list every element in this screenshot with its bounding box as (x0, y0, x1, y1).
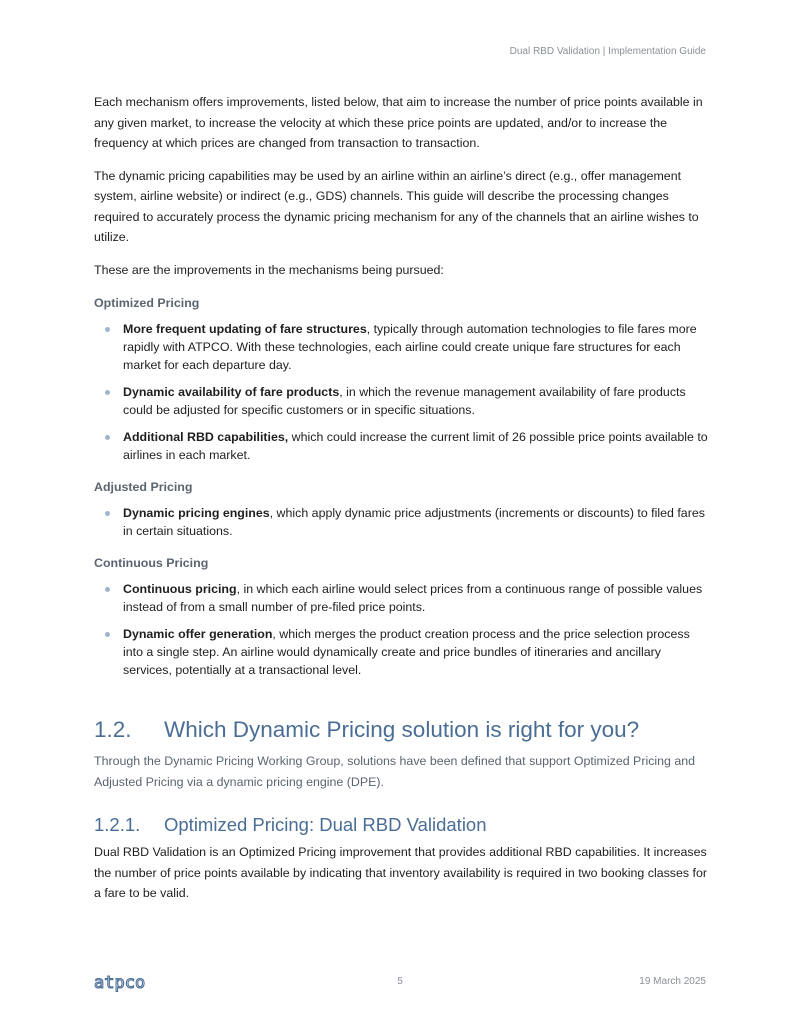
list-item (94, 383, 710, 419)
bullet-icon (105, 632, 110, 637)
list-item-bold: More frequent updating of fare structures (123, 322, 367, 336)
bullet-icon (105, 511, 110, 516)
paragraph-improvements-lead: These are the improvements in the mechanisms being pursued: (94, 262, 444, 277)
page-number: 5 (397, 976, 403, 987)
optimized-pricing-list (94, 320, 710, 464)
list-item-text: , in which each airline would select prices from a continuous range of possible values instead of from a small number of pre-filed price points. (123, 582, 703, 614)
adjusted-pricing-list (94, 504, 710, 540)
paragraph-section-1-2: Through the Dynamic Pricing Working Group, solutions have been defined that support Optimized Pricing and Adjusted Pricing via a dynamic pricing engine (DPE). (94, 754, 696, 789)
list-item-bold: Dynamic offer generation (123, 627, 273, 641)
list-item-bold: Continuous pricing (123, 582, 237, 596)
list-item (94, 580, 710, 616)
bullet-icon (105, 435, 110, 440)
bullet-icon (105, 587, 110, 592)
section-number: 1.2. (94, 717, 132, 742)
list-item-text: , in which the revenue management availability of fare products could be adjusted for specific customers or in specific situations. (123, 385, 686, 417)
section-heading-1-2-1 (94, 814, 710, 836)
section-title: Which Dynamic Pricing solution is right for you? (164, 717, 640, 742)
paragraph-channels: The dynamic pricing capabilities may be used by an airline within an airline’s direct (e.g., offer management system, airline website) or indirect (e.g., GDS) channels. This guide will describe the processing changes required to accurately process the dynamic pricing mechanism for any of the channels that an airline wishes to utilize. (94, 168, 699, 244)
bullet-icon (105, 327, 110, 332)
section-title: Optimized Pricing: Dual RBD Validation (164, 814, 487, 835)
section-heading-1-2 (94, 717, 710, 743)
list-item (94, 428, 710, 464)
subheading-adjusted-pricing: Adjusted Pricing (94, 480, 193, 494)
logo-text: atpco (94, 973, 146, 993)
running-header: Dual RBD Validation | Implementation Guide (509, 46, 706, 57)
list-item-text: , typically through automation technologies to file fares more rapidly with ATPCO. With these technologies, each airline could create unique fare structures for each market for each departure day. (123, 322, 697, 372)
section-number: 1.2.1. (94, 814, 141, 835)
footer-date: 19 March 2025 (639, 976, 706, 987)
list-item-bold: Additional RBD capabilities, (123, 430, 289, 444)
list-item-bold: Dynamic pricing engines (123, 506, 270, 520)
list-item-bold: Dynamic availability of fare products (123, 385, 340, 399)
list-item (94, 504, 710, 540)
list-item (94, 625, 710, 679)
page-content (94, 92, 710, 916)
paragraph-section-1-2-1: Dual RBD Validation is an Optimized Pricing improvement that provides additional RBD capabilities. It increases the number of price points available by indicating that inventory availability is required in two booking classes for a fare to be valid. (94, 845, 707, 900)
subheading-optimized-pricing: Optimized Pricing (94, 296, 200, 310)
paragraph-intro: Each mechanism offers improvements, listed below, that aim to increase the number of price points available in any given market, to increase the velocity at which these price points are updated, and/or to increase the frequency at which prices are changed from transaction to transaction. (94, 95, 703, 150)
subheading-continuous-pricing: Continuous Pricing (94, 556, 209, 570)
bullet-icon (105, 390, 110, 395)
list-item-text: , which apply dynamic price adjustments (increments or discounts) to filed fares in certain situations. (123, 506, 705, 538)
list-item-text: , which merges the product creation process and the price selection process into a single step. An airline would dynamically create and price bundles of itineraries and ancillary services, potentially at a transactional level. (123, 627, 690, 677)
continuous-pricing-list (94, 580, 710, 679)
list-item-text: which could increase the current limit of 26 possible price points available to airlines in each market. (123, 430, 708, 462)
list-item (94, 320, 710, 374)
